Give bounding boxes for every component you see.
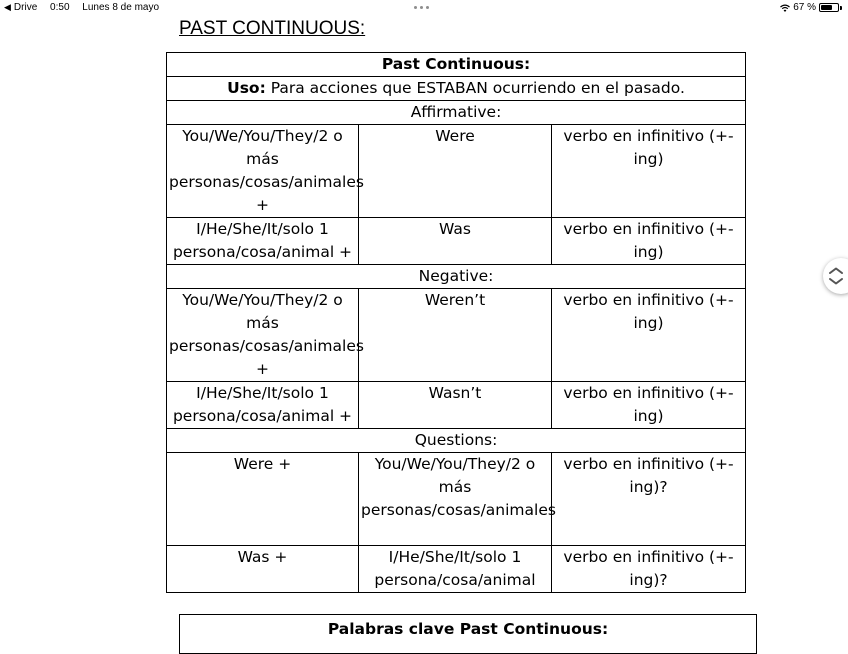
table-row [167,453,746,546]
battery-icon [819,3,839,12]
table-row [167,289,746,382]
status-date: Lunes 8 de mayo [82,2,160,13]
verb-cell: verbo en infinitivo (+-ing)? [552,546,746,593]
section-affirmative-label: Affirmative: [167,101,746,125]
status-bar-left [4,2,169,13]
status-time: 0:50 [50,2,70,13]
table-row [167,382,746,429]
table-row [167,218,746,265]
auxiliary-cell: Were [359,125,552,218]
table-title: Past Continuous: [167,53,746,77]
status-bar-right [780,2,842,13]
wifi-icon [780,4,790,12]
auxiliary-cell: Weren’t [359,289,552,382]
back-to-app-link[interactable]: Drive [13,2,38,13]
chevron-up-down-icon [828,267,844,285]
verb-cell: verbo en infinitivo (+-ing)? [552,453,746,546]
back-triangle-icon[interactable]: ◀ [4,2,11,12]
verb-cell: verbo en infinitivo (+-ing) [552,289,746,382]
auxiliary-cell: Wasn’t [359,382,552,429]
usage-text: Para acciones que ESTABAN ocurriendo en el pasado. [265,79,685,97]
verb-cell: verbo en infinitivo (+-ing) [552,218,746,265]
table-row [167,546,746,593]
auxiliary-cell: Was [359,218,552,265]
section-negative-label: Negative: [167,265,746,289]
status-bar [0,0,848,16]
battery-percentage: 67 % [793,2,816,13]
subject-cell: You/We/You/They/2 o más personas/cosas/animales + [167,125,359,218]
subject-cell: I/He/She/It/solo 1 persona/cosa/animal [359,546,552,593]
usage-label: Uso: [227,79,266,97]
section-questions-label: Questions: [167,429,746,453]
scroll-button[interactable] [823,258,848,294]
more-dots-icon[interactable] [414,6,429,9]
document-heading: PAST CONTINUOUS: [179,18,366,39]
verb-cell: verbo en infinitivo (+-ing) [552,382,746,429]
auxiliary-cell: Were + [167,453,359,546]
subject-cell: You/We/You/They/2 o más personas/cosas/animales + [167,289,359,382]
battery-tip [840,6,842,10]
verb-cell: verbo en infinitivo (+-ing) [552,125,746,218]
subject-cell: I/He/She/It/solo 1 persona/cosa/animal + [167,218,359,265]
subject-cell: You/We/You/They/2 o más personas/cosas/animales [359,453,552,546]
auxiliary-cell: Was + [167,546,359,593]
grammar-table [166,52,746,593]
subject-cell: I/He/She/It/solo 1 persona/cosa/animal + [167,382,359,429]
keywords-title: Palabras clave Past Continuous: [327,620,609,638]
table-row [167,125,746,218]
keywords-box [179,614,757,654]
table-usage [167,77,746,101]
